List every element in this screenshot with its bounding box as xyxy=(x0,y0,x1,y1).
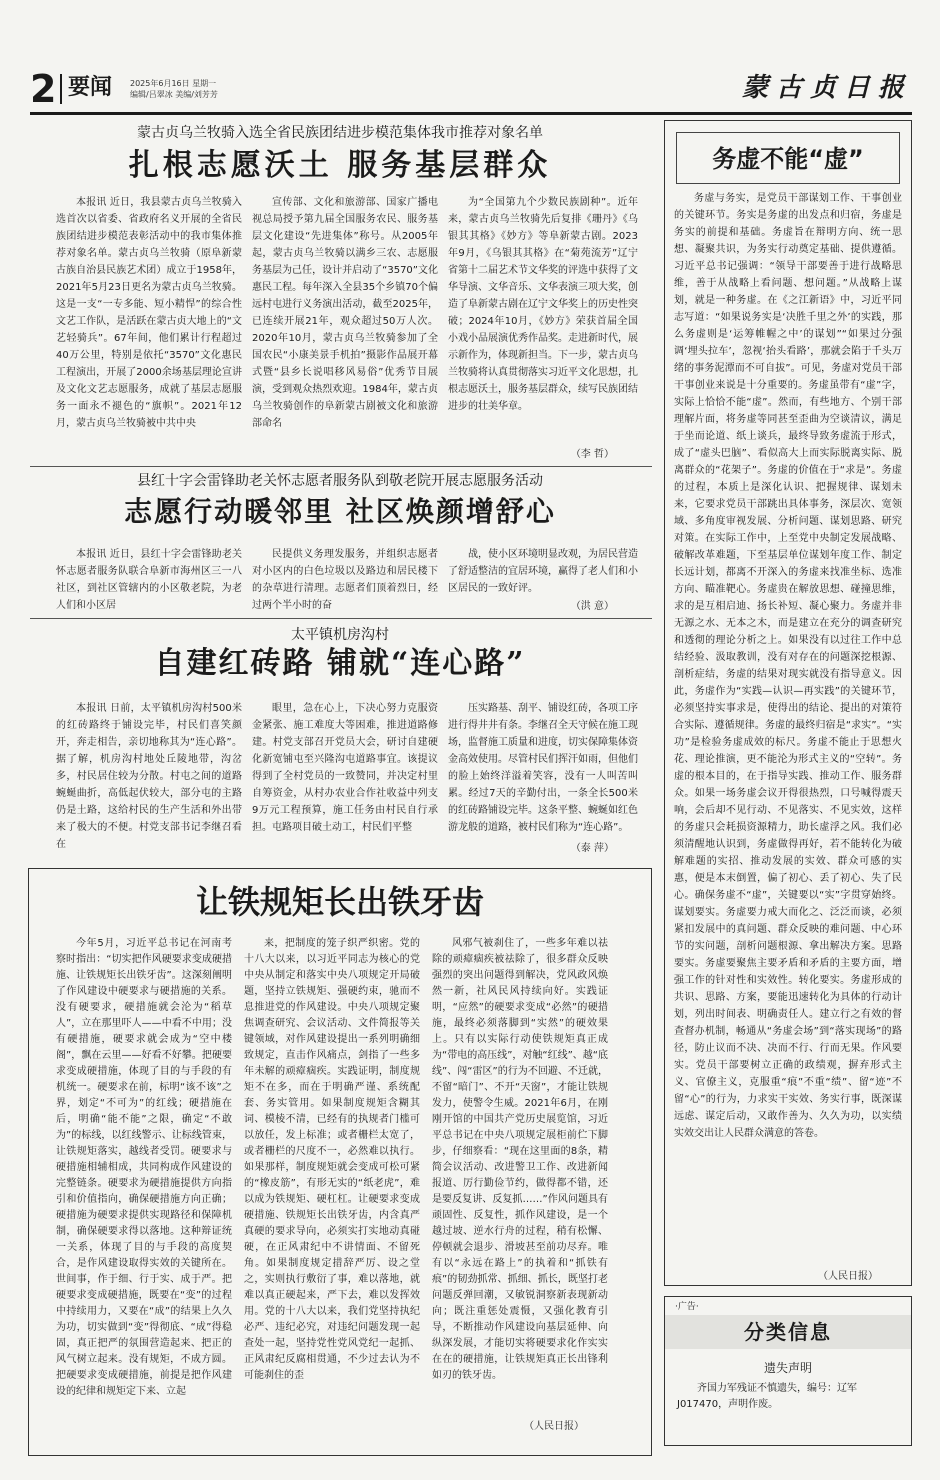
commentary-byline-wrap xyxy=(432,1418,608,1435)
article3-subhead: 太平镇机房沟村 xyxy=(291,627,389,643)
divider xyxy=(30,618,652,619)
article1-col3 xyxy=(448,194,638,462)
article3-col3 xyxy=(448,700,638,856)
sidebar-body-text: 务虚与务实，是党员干部谋划工作、干事创业的关键环节。务实是务虚的出发点和归宿，务虚是务实的前提和基础。务虚旨在辩明方向、统一思想、凝聚共识，为务实行动奠定基础、提供遵循。习近平总书记强调：“领导干部要善于进行战略思维，善于从战略上看问题、想问题。”从战略上谋划，就是一种务虚。在《之江新语》中，习近平同志写道：“如果说务实是‘决胜千里之外’的实践，那么务虚则是‘运筹帷幄之中’的谋划”“如果过分强调‘埋头拉车’，忽视‘抬头看路’，那就会陷于千头万绪的事务泥潭而不可自拔”。可见，务虚对党员干部干事创业来说是十分重要的。务虚虽带有“虚”字，实际上恰恰不能“虚”。然而，有些地方、个别干部理解片面，将务虚等同甚至歪曲为空谈清议，满足于坐而论道、纸上谈兵，最终导致务虚流于形式，成了“虚头巴脑”、看似高大上而实际脱离实际、脱离群众的“花架子”。务虚的价值在于“求是”。务虚的过程，本质上是深化认识、把握规律、谋划未来，它要求党员干部跳出具体事务，深层次、宽领域、多角度审视发展、分析问题、谋划思路、研究对策。在实际工作中，上至党中央制定发展战略、破解改革难题，下至基层单位谋划年度工作、制定长远计划，都离不开深入的务虚来找准坐标、选准方向、瞄准靶心。务虚贵在解放思想、碰撞思维，求的是互相启迪、扬长补短、凝心聚力。务虚并非无源之水、无本之木，而是建立在充分的调查研究和透彻的理论分析之上。如果没有以过往工作中总结经验、汲取教训，没有对存在的问题深挖根源、剖析症结，务虚的结果对现实就没有指导意义。因此，务虚作为“实践—认识—再实践”的关键环节，必须坚持实事求是，使得出的结论、提出的对策符合实际、遵循规律。务虚的最终归宿是“求实”。“实功”是检验务虚成效的标尺。务虚不能止于思想火花、理论推演，更不能沦为形式主义的“空转”。务虚的根本目的，在于指导实践、推动工作、服务群众。如果一场务虚会议开得很热烈，口号喊得震天响，会后却不见行动、不见落实、不见实效，这样的务虚只会耗损资源精力，助长虚浮之风。我们必须清醒地认识到，务虚做得再好，若不能转化为破解难题的实招、推动发展的实效、群众可感的实惠，便是本末倒置，偏了初心、丢了初心、失了民心。确保务虚不“虚”，关键要以“实”字贯穿始终。谋划要实。务虚要力戒大而化之、泛泛而谈，必须紧扣发展中的真问题、群众反映的难问题、中心环节的实问题，剖析问题根源、拿出解决方案。思路要实。务虚要聚焦主要矛盾和矛盾的主要方面，增强工作的针对性和实效性。转化要实。务虚形成的共识、思路、方案，要能迅速转化为具体的行动计划，列出时间表、明确责任人。建立行之有效的督查督办机制，畅通从“务虚会场”到“落实现场”的路径，防止议而不决、决而不行、行而无果。作风要实。党员干部要树立正确的政绩观，摒弃形式主义、官僚主义，克服重“痕”不重“绩”、留“迹”不留“心”的行为，力求实干实效、务实行事，既深谋远虑、谋定后动，又敢作善为、久久为功，以实绩实效交出让人民群众满意的答卷。 xyxy=(674,193,902,1139)
sidebar-body xyxy=(674,190,902,1260)
article1-headline: 扎根志愿沃土 服务基层群众 xyxy=(128,148,552,183)
article1-col1 xyxy=(56,194,242,462)
article1-col1-text: 本报讯 近日，我县蒙古贞乌兰牧骑入选首次以省委、省政府名义开展的全省民族团结进步模范表彰活动中的我市集体推荐对象名单。蒙古贞乌兰牧骑（原阜新蒙古族自治县民族艺术团）成立于1958年，2021年5月23日更名为蒙古贞乌兰牧骑。这是一支“一专多能、短小精悍”的综合性文艺工作队，是活跃在蒙古贞大地上的“文艺轻骑兵”。67年间，他们累计行程超过40万公里，特别是依托“3570”文化惠民工程演出，开展了2000余场基层理论宣讲及文化文艺志愿服务，成就了基层志愿服务一面永不褪色的“旗帜”。2021年12月，蒙古贞乌兰牧骑被中共中央 xyxy=(56,197,242,429)
paper-logo: 蒙古贞日报 xyxy=(741,73,912,103)
article1-col2 xyxy=(252,194,438,462)
section-name: 要闻 xyxy=(68,75,113,100)
date-line: 2025年6月16日 星期一 xyxy=(130,79,217,88)
commentary-col3 xyxy=(432,936,608,1418)
article1-byline-wrap xyxy=(448,446,638,463)
commentary-col2-text: 来，把制度的笼子织严织密。党的十八大以来，以习近平同志为核心的党中央从制定和落实中央八项规定开局破题，坚持立铁规矩、强硬约束，驰而不息推进党的作风建设。中央八项规定聚焦调查研究、会议活动、文件简报等关键领域，对作风建设提出一系列明确细致规定，直击作风痛点，剑指了一些多年未解的顽瘴痼疾。实践证明，制度规矩不在多，而在于明确严谨、系统配套、务实管用。如果制度规矩含糊其词、模棱不清，已经有的执规者门槛可以放任，发上标准；或者栅栏太宽了，或者栅栏的尺度不一，必然难以执行。如果那样，制度规矩就会变成可松可紧的“橡皮筋”，有形无实的“纸老虎”，难以成为铁规矩、硬杠杠。让硬要求变成硬措施、铁规矩长出铁牙齿，内含真严真硬的要求导向，必须实打实地动真碰硬，在正风肃纪中不讲情面、不留死角。如果制度规定措辞严厉、设之堂之，实则执行敷衍了事，难以落地，就难以真正硬起来，严下去，难以发挥效用。党的十八大以来，我们党坚持执纪必严、违纪必究，对违纪问题发现一起查处一起，坚持党性党风党纪一起抓、正风肃纪反腐相贯通，不少过去认为不可能刹住的歪 xyxy=(244,938,420,1381)
sidebar-byline-wrap xyxy=(674,1268,902,1285)
article2-col2 xyxy=(252,546,438,614)
sidebar-title: 务虚不能“虚” xyxy=(676,132,900,184)
article2-headline: 志愿行动暖邻里 社区焕颜增舒心 xyxy=(124,495,556,528)
article1-byline: （李 哲） xyxy=(570,449,614,460)
article1-col3-text: 为“全国第九个少数民族剧种”。近年来，蒙古贞乌兰牧骑先后复排《珊丹》《乌银其其格》《妙方》等阜新蒙古剧。2023年9月，《乌银其其格》在“菊苑流芳”辽宁省第十二届艺术节文华奖的评选中获得了文华导演、文华音乐、文华表演三项大奖，创造了阜新蒙古剧在辽宁文华奖上的历史性突破；2024年10月，《妙方》荣获首届全国小戏小品展演优秀作品奖。走进新时代，展示新作为，体现新担当。下一步，蒙古贞乌兰牧骑将认真贯彻落实习近平文化思想，扎根志愿沃土，服务基层群众，续写民族团结进步的壮美华章。 xyxy=(448,197,638,412)
commentary-col2 xyxy=(244,936,420,1432)
article2-col1 xyxy=(56,546,242,614)
article2-subhead: 县红十字会雷锋助老关怀志愿者服务队到敬老院开展志愿服务活动 xyxy=(137,473,543,489)
divider xyxy=(30,466,652,467)
article3-col2-text: 眼里，急在心上，下决心努力克服资金紧张、施工难度大等困难，推进道路修建。村党支部召开党员大会，研讨自建硬化新宽铺屯至兴隆沟屯道路事宜。该提议得到了全村党员的一致赞同，并决定村里自筹资金，从村办农业合作社收益中列支9万元工程预算，施工任务由村民自行承担。屯路项目破土动工，村民们平整 xyxy=(252,703,438,833)
page-rule xyxy=(60,74,62,104)
masthead xyxy=(30,67,912,111)
commentary-byline: （人民日报） xyxy=(524,1421,584,1432)
article1-subhead: 蒙古贞乌兰牧骑入选全省民族团结进步模范集体我市推荐对象名单 xyxy=(137,125,543,141)
ad-label: ·广告· xyxy=(675,1302,699,1312)
date-info xyxy=(130,78,218,100)
ad-subtitle: 遗失声明 xyxy=(763,1361,812,1375)
ad-title: 分类信息 xyxy=(665,1315,911,1349)
article2-col1-text: 本报讯 近日，县红十字会雷锋助老关怀志愿者服务队联合阜新市海州区三一八社区，到社区管辖内的小区敬老院，为老人们和小区居 xyxy=(56,549,242,611)
article3-byline-wrap xyxy=(448,840,638,857)
article2-byline: （洪 意） xyxy=(570,601,614,612)
ad-text: 齐国力军残证不慎遗失，编号：辽军J017470，声明作废。 xyxy=(677,1383,857,1410)
article3-col1-text: 本报讯 日前，太平镇机房沟村500米的红砖路终于铺设完毕，村民们喜笑颜开，奔走相告，亲切地称其为“连心路”。据了解，机房沟村地处丘陵地带，沟岔多，村民居住较为分散。村屯之间的道路蜿蜒曲折，高低起伏较大，部分屯的主路仍是土路，这给村民的生产生活和外出带来了极大的不便。村党支部书记李继召看在 xyxy=(56,703,242,850)
article3-col2 xyxy=(252,700,438,856)
article2-col2-text: 民提供义务理发服务，并组织志愿者对小区内的白色垃圾以及路边和居民楼下的杂草进行清理。志愿者们顶着烈日，经过两个半小时的奋 xyxy=(252,549,438,611)
editors-line: 编辑/吕翠冰 美编/刘芳芳 xyxy=(130,90,218,99)
article3-headline: 自建红砖路 铺就“连心路” xyxy=(154,646,526,681)
sidebar-byline: （人民日报） xyxy=(818,1271,878,1282)
classified-ad xyxy=(664,1296,912,1446)
article3-col1 xyxy=(56,700,242,856)
article3-col3-text: 压实路基、刮平、铺设红砖，各项工序进行得井井有条。李继召全天守候在施工现场，监督施工质量和进度，切实保障集体资金高效使用。尽管村民们挥汗如雨，但他们的脸上始终洋溢着笑容，没有一人叫苦叫累。经过7天的辛勤付出，一条全长500米的红砖路铺设完毕。这条平整、蜿蜒如红色游龙般的道路，被村民们称为“连心路”。 xyxy=(448,703,638,833)
commentary-col1-text: 今年5月，习近平总书记在河南考察时指出：“切实把作风硬要求变成硬措施、让铁规矩长出铁牙齿”。这深刻阐明了作风建设中硬要求与硬措施的关系。没有硬要求，硬措施就会沦为“稻草人”，立在那里吓人——中看不中用；没有硬措施，硬要求就会成为“空中楼阁”，飘在云里——好看不好攀。把硬要求变成硬措施，体现了目的与手段的有机统一。硬要求在前，标明“该不该”之界，划定“不可为”的红线；硬措施在后，明确“能不能”之限，确定“不敢为”的标线，以红线警示、让标线管束，让铁规矩落实，越线者受罚。硬要求与硬措施相辅相成，共同构成作风建设的完整链条。硬要求为硬措施提供方向指引和价值指向，确保硬措施方向正确；硬措施为硬要求提供实现路径和保障机制，确保硬要求得以落地。这种辩证统一关系，体现了目的与手段的高度契合，是作风建设取得实效的关键所在。世间事，作于细、行于实、成于严。把硬要求变成硬措施，既要在“变”的过程中持续用力，又要在“成”的结果上久久为功，切实做到“变”得彻底、“成”得稳固，真正把严的氛围营造起来、把正的风气树立起来。没有规矩，不成方圆。把硬要求变成硬措施，前提是把作风建设的纪律和规矩定下来、立起 xyxy=(56,938,232,1397)
commentary-col1 xyxy=(56,936,232,1432)
commentary-headline: 让铁规矩长出铁牙齿 xyxy=(195,883,484,921)
page-number: 2 xyxy=(30,67,57,111)
article2-col3-text: 战，使小区环境明显改观，为居民营造了舒适整洁的宜居环境，赢得了老人们和小区居民的一致好评。 xyxy=(448,549,638,594)
masthead-rule xyxy=(30,112,912,115)
article2-byline-wrap xyxy=(448,598,638,615)
article1-col2-text: 宣传部、文化和旅游部、国家广播电视总局授予第九届全国服务农民、服务基层文化建设“先进集体”称号。从2005年起，蒙古贞乌兰牧骑以满乡三农、志愿服务基层为己任，设计并启动了“3570”文化惠民工程。每年深入全县35个乡镇70个偏远村屯进行义务演出活动，截至2025年，已连续开展21年，观众超过50万人次。2020年10月，蒙古贞乌兰牧骑参加了全国农民“小康美景手机拍”摄影作品展开幕式暨“县乡长说唱移风易俗”优秀节目展演，受到观众热烈欢迎。1984年，蒙古贞乌兰牧骑创作的阜新蒙古剧被文化和旅游部命名 xyxy=(252,197,438,429)
commentary-col3-text: 风邪气被刹住了，一些多年难以祛除的顽瘴痼疾被祛除了，很多群众反映强烈的突出问题得到解决，党风政风焕然一新，社风民风持续向好。实践证明，“应然”的硬要求变成“必然”的硬措施，最终必须落脚到“实然”的硬效果上。只有以实际行动使铁规矩真正成为“带电的高压线”，对触“红线”、越“底线”、闯“雷区”的行为不回避、不迁就，不留“暗门”、不开“天窗”，才能让铁规发力，使警令生威。2021年6月，在刚刚开馆的中国共产党历史展览馆，习近平总书记在中央八项规定展柜前伫下脚步，仔细察看：“现在这里面的8条，精简会议活动、改进警卫工作、改进新闻报道、厉行勤俭节约，做得都不错，还是要反复讲、反复抓……”作风问题具有顽固性、反复性，抓作风建设，是一个越过坡、逆水行舟的过程，稍有松懈、停顿就会退步、滑坡甚至前功尽弃。唯有以“永远在路上”的执着和“抓铁有痕”的韧劲抓常、抓细、抓长，既坚打老问题反弹回潮，又敏锐洞察新表现新动向；既注重惩处震慑，又强化教育引导，不断推动作风建设向基层延伸、向纵深发展，才能切实将硬要求化作实实在在的硬措施，让铁规矩真正长出锋利如刃的铁牙齿。 xyxy=(432,938,608,1381)
article3-byline: （泰 萍） xyxy=(570,843,614,854)
